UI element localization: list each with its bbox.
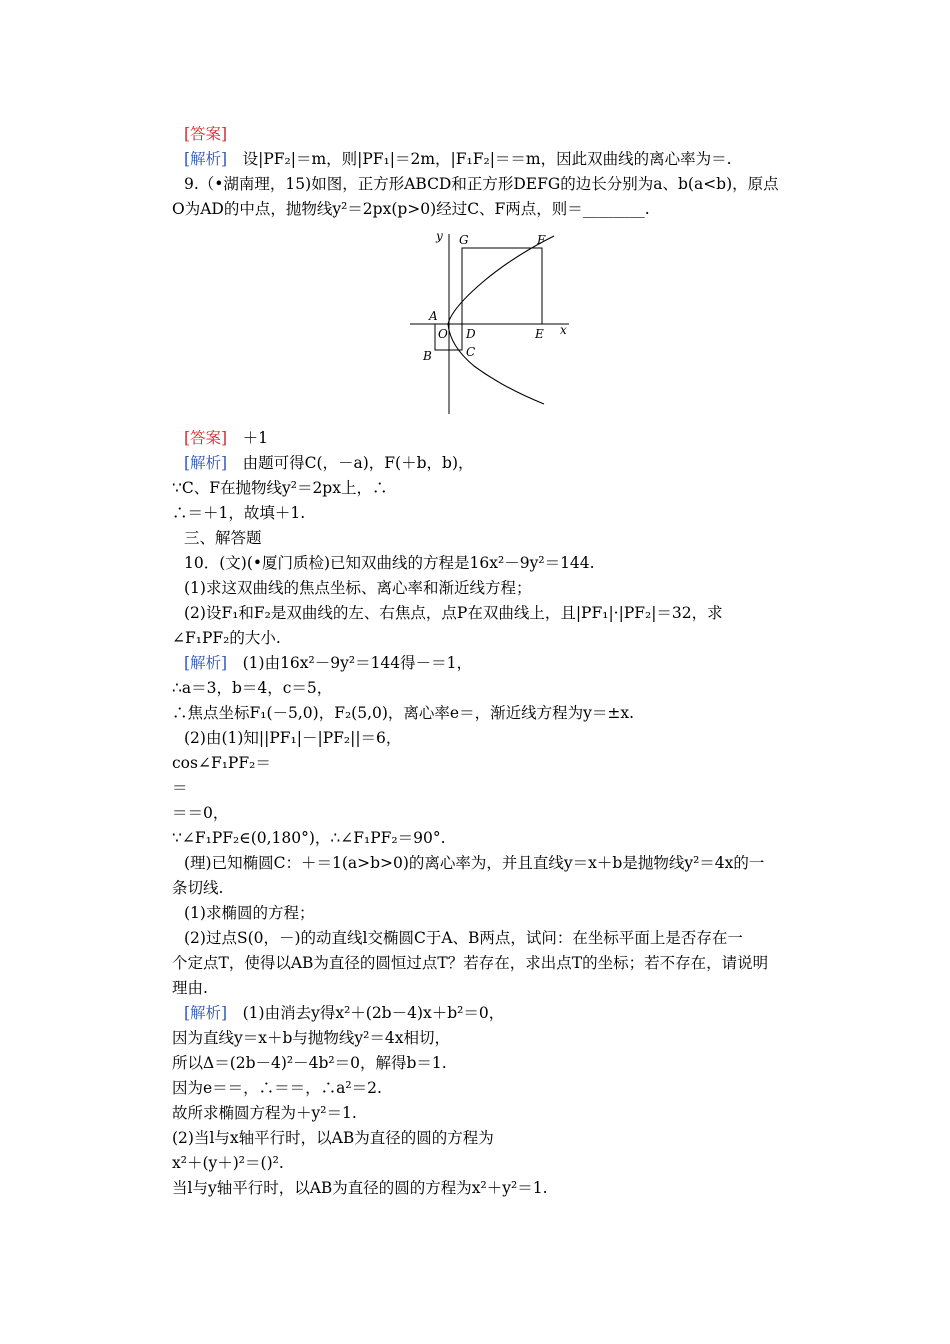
text-line-32 [172,1103,357,1123]
line-text: ∠F₁PF₂的大小. [172,629,281,647]
text-line-12 [184,603,723,623]
line-text: 10．(文)(•厦门质检)已知双曲线的方程是16x²－9y²＝144. [184,554,595,572]
label-a: A [429,309,438,323]
line-text: 因为直线y＝x＋b与抛物线y²＝4x相切， [172,1029,450,1047]
text-line-30 [172,1053,447,1073]
line-text: ∵∠F₁PF₂∈(0,180°)，∴∠F₁PF₂＝90°. [172,829,446,847]
text-line-9 [184,528,262,548]
line-text: (2)过点S(0，－)的动直线l交椭圆C于A、B两点，试问：在坐标平面上是否存在一 [184,929,743,947]
square-defg [462,248,542,324]
line-text: (1)求这双曲线的焦点坐标、离心率和渐近线方程； [184,579,532,597]
text-line-6 [184,453,474,473]
line-text: (理)已知椭圆C：＋＝1(a>b>0)的离心率为，并且直线y＝x＋b是抛物线y²＝4x的一 [184,854,765,872]
line-text: (1)由16x²－9y²＝144得－＝1， [227,654,473,672]
text-line-20 [172,803,228,823]
line-text: 设|PF₂|＝m，则|PF₁|＝2m，|F₁F₂|＝＝m，因此双曲线的离心率为＝. [227,150,732,168]
line-text: 当l与y轴平行时，以AB为直径的圆的方程为x²＋y²＝1. [172,1179,548,1197]
parabola-squares-figure [404,226,584,420]
line-text: 个定点T，使得以AB为直径的圆恒过点T？若存在，求出点T的坐标；若不存在，请说明 [172,954,769,972]
text-line-2 [184,149,732,169]
text-line-28 [184,1003,504,1023]
label-y: y [436,229,443,243]
text-line-15 [172,678,332,698]
line-text: 所以Δ＝(2b－4)²－4b²＝0，解得b＝1. [172,1054,447,1072]
text-line-26 [172,953,768,973]
text-line-23 [172,878,223,898]
text-line-13 [172,628,281,648]
text-line-31 [172,1078,382,1098]
answer-tag: [答案] [184,125,228,143]
text-line-24 [184,903,314,923]
text-line-1 [184,124,227,144]
line-text: ＝ [172,779,188,797]
text-line-17 [184,728,401,748]
text-line-16 [172,703,634,723]
text-line-35 [172,1178,548,1198]
line-text: 由题可得C(，－a)，F(＋b，b)， [227,454,474,472]
label-b: B [423,349,432,363]
line-text: ＋1 [227,429,268,447]
parabola-curve [448,236,554,404]
line-text: (2)当l与x轴平行时，以AB为直径的圆的方程为 [172,1129,494,1147]
text-line-27 [172,978,208,998]
line-text: (2)由(1)知||PF₁|－|PF₂||＝6， [184,729,402,747]
label-f: F [537,233,546,247]
line-text: (1)求椭圆的方程； [184,904,315,922]
line-text: 三、解答题 [184,529,262,547]
label-c: C [466,345,476,359]
text-line-7 [172,478,387,498]
text-line-11 [184,578,531,598]
line-text: ∴＝＋1，故填＋1. [172,504,306,522]
text-line-34 [172,1153,284,1173]
analysis-tag: [解析] [184,150,228,168]
line-text: ∵C、F在抛物线y²＝2px上，∴ [172,479,388,497]
text-line-18 [172,753,271,773]
text-line-21 [172,828,446,848]
text-line-25 [184,928,743,948]
analysis-tag: [解析] [184,654,228,672]
line-text: 因为e＝＝，∴＝＝，∴a²＝2. [172,1079,382,1097]
label-g: G [459,233,469,247]
label-d: D [466,327,476,341]
line-text: ∴焦点坐标F₁(－5,0)，F₂(5,0)，离心率e＝，渐近线方程为y＝±x. [172,704,635,722]
line-text: cos∠F₁PF₂＝ [172,754,271,772]
text-line-3 [184,174,779,194]
text-line-8 [172,503,305,523]
line-text: (1)由消去y得x²＋(2b－4)x＋b²＝0， [227,1004,505,1022]
text-line-22 [184,853,764,873]
analysis-tag: [解析] [184,454,228,472]
line-text: 理由. [172,979,208,997]
text-line-14 [184,653,472,673]
text-line-4 [172,199,650,219]
line-text: 故所求椭圆方程为＋y²＝1. [172,1104,357,1122]
analysis-tag: [解析] [184,1004,228,1022]
label-x: x [560,323,567,337]
label-e: E [535,327,544,341]
line-text: x²＋(y＋)²＝()². [172,1154,284,1172]
answer-tag: [答案] [184,429,228,447]
text-line-19 [172,778,188,798]
line-text: O为AD的中点，抛物线y²＝2px(p>0)经过C、F两点，则＝________. [172,200,650,218]
line-text: (2)设F₁和F₂是双曲线的左、右焦点，点P在双曲线上，且|PF₁|·|PF₂|＝32，求 [184,604,723,622]
line-text: ＝＝0， [172,804,229,822]
line-text: 9.（•湖南理，15)如图，正方形ABCD和正方形DEFG的边长分别为a、b(a<b)，原点 [184,175,779,193]
text-line-29 [172,1028,450,1048]
figure-svg [404,226,584,416]
line-text: 条切线. [172,879,224,897]
text-line-10 [184,553,595,573]
text-line-33 [172,1128,494,1148]
label-o: O [438,327,448,341]
text-line-5 [184,428,268,448]
line-text: ∴a＝3，b＝4，c＝5， [172,679,333,697]
